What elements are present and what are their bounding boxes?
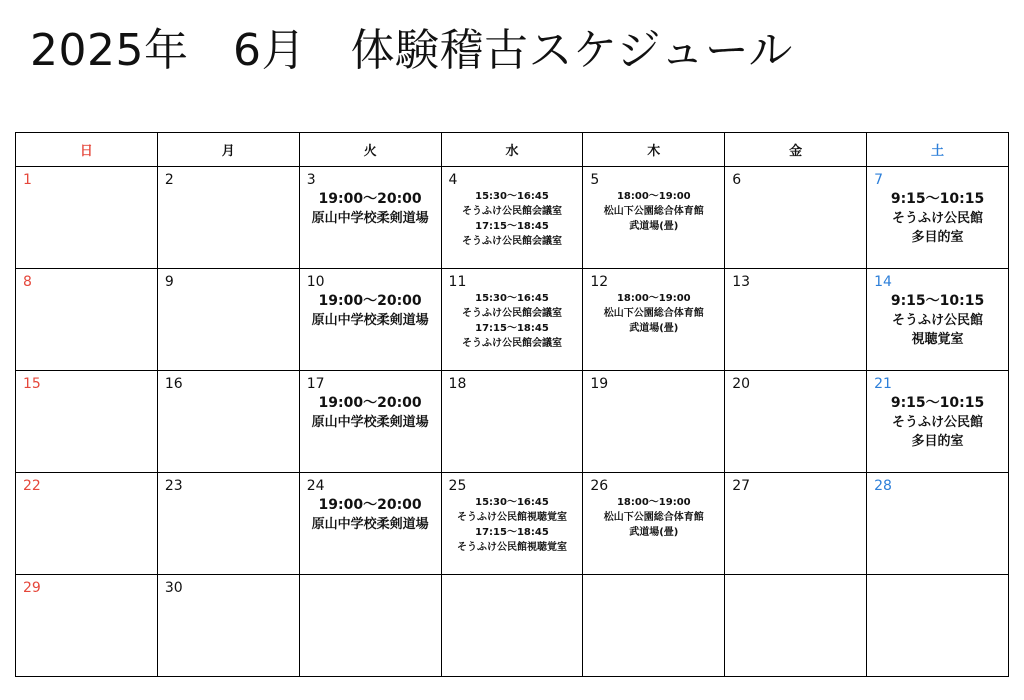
day-events [583,291,724,336]
event-location: 松山下公園総合体育館 [603,512,704,523]
event-location: 原山中学校柔剣道場 [311,313,429,328]
day-number: 26 [590,478,609,494]
day-cell [16,575,158,677]
day-events [300,496,441,534]
event-location: そうふけ公民館視聴覚室 [456,512,567,523]
day-cell [867,371,1009,473]
day-cell [299,269,441,371]
event-time: 9:15〜10:15 [890,395,985,411]
day-cell [725,269,867,371]
empty-day-cell [583,575,725,677]
day-events [442,291,583,351]
day-number: 27 [732,478,751,494]
event-location: そうふけ公民館 [892,313,984,328]
day-cell [725,167,867,269]
event-time: 18:00〜19:00 [616,497,691,508]
event-location: 松山下公園総合体育館 [603,308,704,319]
event-time: 15:30〜16:45 [475,293,549,304]
weekday-header-thursday: 木 [583,133,725,167]
day-number: 14 [874,274,892,290]
event-location: 多目的室 [911,434,964,449]
event-time: 17:15〜18:45 [475,221,549,232]
weekday-header-friday: 金 [725,133,867,167]
page-title: 2025年 6月 体験稽古スケジュール [30,25,793,76]
day-number: 21 [874,376,892,392]
day-cell [16,167,158,269]
day-number: 13 [732,274,751,290]
day-cell [157,269,299,371]
day-events [867,394,1008,451]
event-location: そうふけ公民館会議室 [461,206,562,217]
day-cell [583,371,725,473]
weekday-header-monday: 月 [157,133,299,167]
event-location: そうふけ公民館 [892,415,984,430]
empty-day-cell [725,575,867,677]
event-location: 武道場(畳) [629,527,679,538]
day-cell [299,473,441,575]
day-events [583,495,724,540]
day-events [867,190,1008,247]
day-events [300,190,441,228]
event-time: 17:15〜18:45 [475,323,549,334]
event-location: 武道場(畳) [629,323,679,334]
week-row [16,269,1009,371]
week-row [16,371,1009,473]
day-events [867,292,1008,349]
day-number: 20 [732,376,751,392]
event-time: 15:30〜16:45 [475,191,549,202]
day-number: 2 [164,172,174,188]
day-number: 25 [448,478,467,494]
event-time: 19:00〜20:00 [318,191,422,207]
day-events [442,189,583,249]
event-time: 9:15〜10:15 [890,191,985,207]
event-time: 18:00〜19:00 [616,293,691,304]
weekday-header-row [16,133,1009,167]
day-cell [725,473,867,575]
day-number: 24 [306,478,325,494]
empty-day-cell [299,575,441,677]
day-cell [441,269,583,371]
event-time: 19:00〜20:00 [318,497,422,513]
event-time: 17:15〜18:45 [475,527,549,538]
empty-day-cell [441,575,583,677]
event-location: 多目的室 [911,230,964,245]
day-number: 6 [732,172,742,188]
event-location: そうふけ公民館会議室 [461,236,562,247]
event-location: 原山中学校柔剣道場 [311,211,429,226]
event-time: 19:00〜20:00 [318,395,422,411]
empty-day-cell [867,575,1009,677]
day-cell [583,167,725,269]
day-number: 19 [590,376,609,392]
day-number: 8 [23,274,32,290]
event-time: 15:30〜16:45 [475,497,549,508]
week-row [16,473,1009,575]
day-number: 30 [164,580,183,596]
day-cell [157,473,299,575]
day-cell [867,269,1009,371]
event-location: 武道場(畳) [629,221,679,232]
day-number: 4 [448,172,458,188]
day-number: 5 [590,172,600,188]
event-location: 視聴覚室 [911,332,964,347]
day-number: 7 [874,172,883,188]
weekday-header-wednesday: 水 [441,133,583,167]
day-cell [16,371,158,473]
day-cell [299,167,441,269]
day-cell [16,269,158,371]
day-number: 9 [164,274,174,290]
day-cell [583,269,725,371]
day-cell [157,167,299,269]
event-time: 19:00〜20:00 [318,293,422,309]
day-cell [157,371,299,473]
day-number: 16 [164,376,183,392]
event-location: そうふけ公民館 [892,211,984,226]
day-number: 3 [306,172,316,188]
day-cell [583,473,725,575]
day-events [442,495,583,555]
weekday-header-tuesday: 火 [299,133,441,167]
day-number: 22 [23,478,41,494]
day-cell [441,371,583,473]
day-number: 10 [306,274,325,290]
event-location: そうふけ公民館会議室 [461,308,562,319]
day-cell [867,167,1009,269]
day-number: 29 [23,580,41,596]
weekday-header-sunday: 日 [16,133,158,167]
event-location: 松山下公園総合体育館 [603,206,704,217]
day-cell [441,167,583,269]
day-cell [157,575,299,677]
event-time: 9:15〜10:15 [890,293,985,309]
day-cell [16,473,158,575]
day-events [583,189,724,234]
day-number: 23 [164,478,183,494]
event-time: 18:00〜19:00 [616,191,691,202]
event-location: そうふけ公民館視聴覚室 [456,542,567,553]
day-events [300,292,441,330]
day-number: 1 [23,172,32,188]
week-row [16,575,1009,677]
calendar-grid [15,132,1009,677]
day-cell [725,371,867,473]
day-number: 12 [590,274,609,290]
day-number: 18 [448,376,467,392]
event-location: そうふけ公民館会議室 [461,338,562,349]
day-number: 28 [874,478,892,494]
day-cell [867,473,1009,575]
week-row [16,167,1009,269]
event-location: 原山中学校柔剣道場 [311,517,429,532]
day-cell [441,473,583,575]
day-number: 11 [448,274,467,290]
event-location: 原山中学校柔剣道場 [311,415,429,430]
day-number: 15 [23,376,41,392]
day-events [300,394,441,432]
weekday-header-saturday: 土 [867,133,1009,167]
day-cell [299,371,441,473]
day-number: 17 [306,376,325,392]
